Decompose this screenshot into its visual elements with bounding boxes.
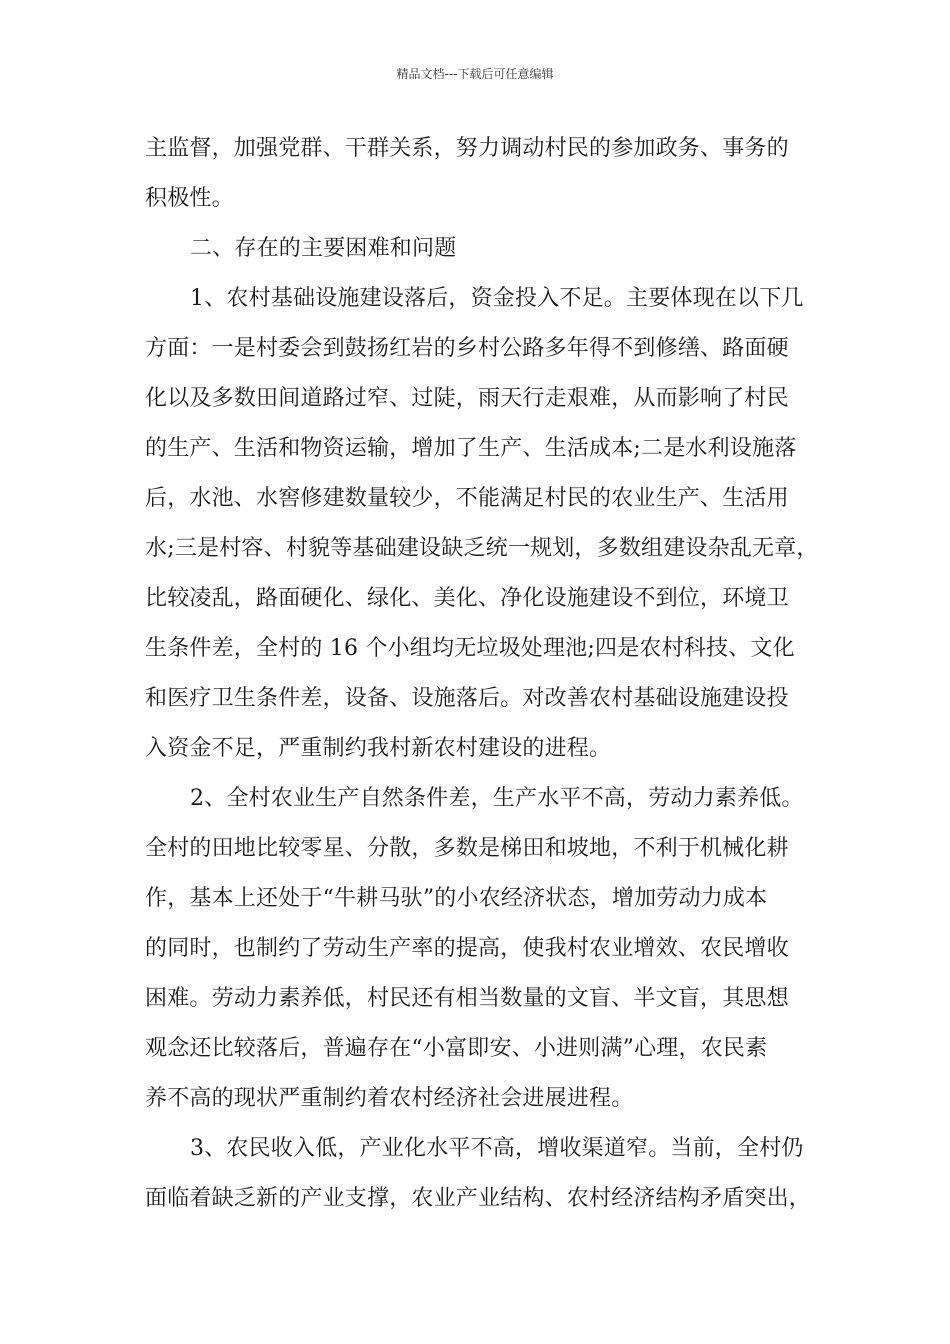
text-line: 面临着缺乏新的产业支撑，农业产业结构、农村经济结构矛盾突出，: [145, 1186, 812, 1211]
text-line: 的同时，也制约了劳动生产率的提高，使我村农业增效、农民增收: [145, 936, 789, 961]
text-line: 比较凌乱，路面硬化、绿化、美化、净化设施建设不到位，环境卫: [145, 586, 789, 611]
text-line: 的生产、生活和物资运输，增加了生产、生活成本;二是水利设施落: [145, 436, 797, 461]
text-line: 化以及多数田间道路过窄、过陡，雨天行走艰难，从而影响了村民: [145, 386, 789, 411]
text-line: 养不高的现状严重制约着农村经济社会进展进程。: [145, 1086, 634, 1111]
text-line: 2、全村农业生产自然条件差，生产水平不高，劳动力素养低。: [190, 786, 804, 811]
text-line: 和医疗卫生条件差，设备、设施落后。对改善农村基础设施建设投: [145, 686, 789, 711]
text-line: 入资金不足，严重制约我村新农村建设的进程。: [145, 736, 612, 761]
text-line: 水;三是村容、村貌等基础建设缺乏统一规划，多数组建设杂乱无章，: [145, 536, 819, 561]
text-line: 困难。劳动力素养低，村民还有相当数量的文盲、半文盲，其思想: [145, 986, 789, 1011]
text-line: 1、农村基础设施建设落后，资金投入不足。主要体现在以下几: [190, 286, 804, 311]
document-body: [145, 124, 819, 1224]
text-line: 全村的田地比较零星、分散，多数是梯田和坡地，不利于机械化耕: [145, 836, 789, 861]
text-line: 方面：一是村委会到鼓扬红岩的乡村公路多年得不到修缮、路面硬: [145, 336, 789, 361]
text-line: 积极性。: [145, 186, 234, 211]
text-line: 生条件差，全村的 16 个小组均无垃圾处理池;四是农村科技、文化: [145, 636, 795, 661]
text-line: 观念还比较落后，普遍存在“小富即安、小进则满”心理，农民素: [145, 1036, 768, 1061]
text-line: 后，水池、水窖修建数量较少，不能满足村民的农业生产、生活用: [145, 486, 789, 511]
text-line: 作，基本上还处于“牛耕马驮”的小农经济状态，增加劳动力成本: [145, 886, 768, 911]
text-line: 二、存在的主要困难和问题: [190, 236, 457, 261]
text-line: 3、农民收入低，产业化水平不高，增收渠道窄。当前，全村仍: [190, 1136, 804, 1161]
page-header: 精品文档---下载后可任意编辑: [396, 67, 554, 81]
text-line: 主监督，加强党群、干群关系，努力调动村民的参加政务、事务的: [145, 136, 789, 161]
